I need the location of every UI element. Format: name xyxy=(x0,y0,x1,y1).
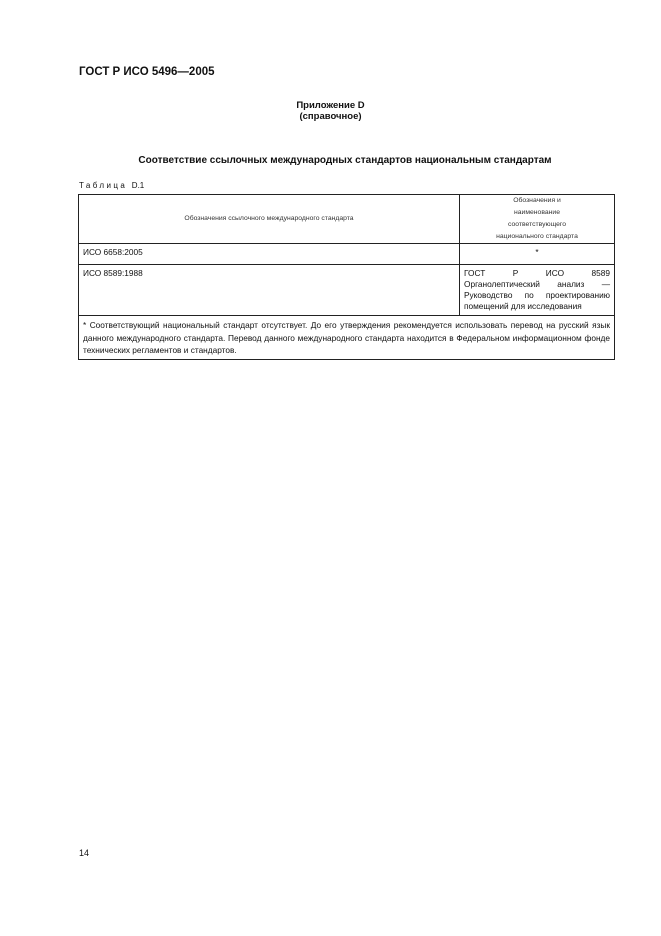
document-id: ГОСТ Р ИСО 5496—2005 xyxy=(79,66,215,78)
column-header-international: Обозначения ссылочного международного стандарта xyxy=(79,195,460,244)
section-title: Соответствие ссылочных международных стандартов национальным стандартам xyxy=(138,155,552,166)
international-standard: ИСО 6658:2005 xyxy=(79,244,460,265)
table-footnote: * Соответствующий национальный стандарт отсутствует. До его утверждения рекомендуется использовать перевод на русский язык данного международного стандарта. Перевод данного международного стандарта находится в Федеральном информационном фонде технических регламентов и стандартов. xyxy=(79,316,615,360)
table-label xyxy=(79,181,144,190)
table-label-word: Таблица xyxy=(79,181,128,190)
international-standard: ИСО 8589:1988 xyxy=(79,265,460,316)
table-row xyxy=(79,265,615,316)
table-header-row xyxy=(79,195,615,244)
page-number: 14 xyxy=(79,848,90,858)
annex-heading xyxy=(0,100,661,122)
correspondence-table xyxy=(78,194,615,360)
annex-title: Приложение D xyxy=(296,100,365,111)
table-row xyxy=(79,244,615,265)
annex-type: (справочное) xyxy=(299,111,362,122)
table-footnote-row xyxy=(79,316,615,360)
national-standard: * xyxy=(460,244,615,265)
national-standard: ГОСТ Р ИСО 8589 Органолептический анализ — Руководство по проектированию помещений для исследования xyxy=(460,265,615,316)
column-header-national: Обозначения и наименование соответствующего национального стандарта xyxy=(460,195,615,244)
table-number: D.1 xyxy=(131,181,145,190)
